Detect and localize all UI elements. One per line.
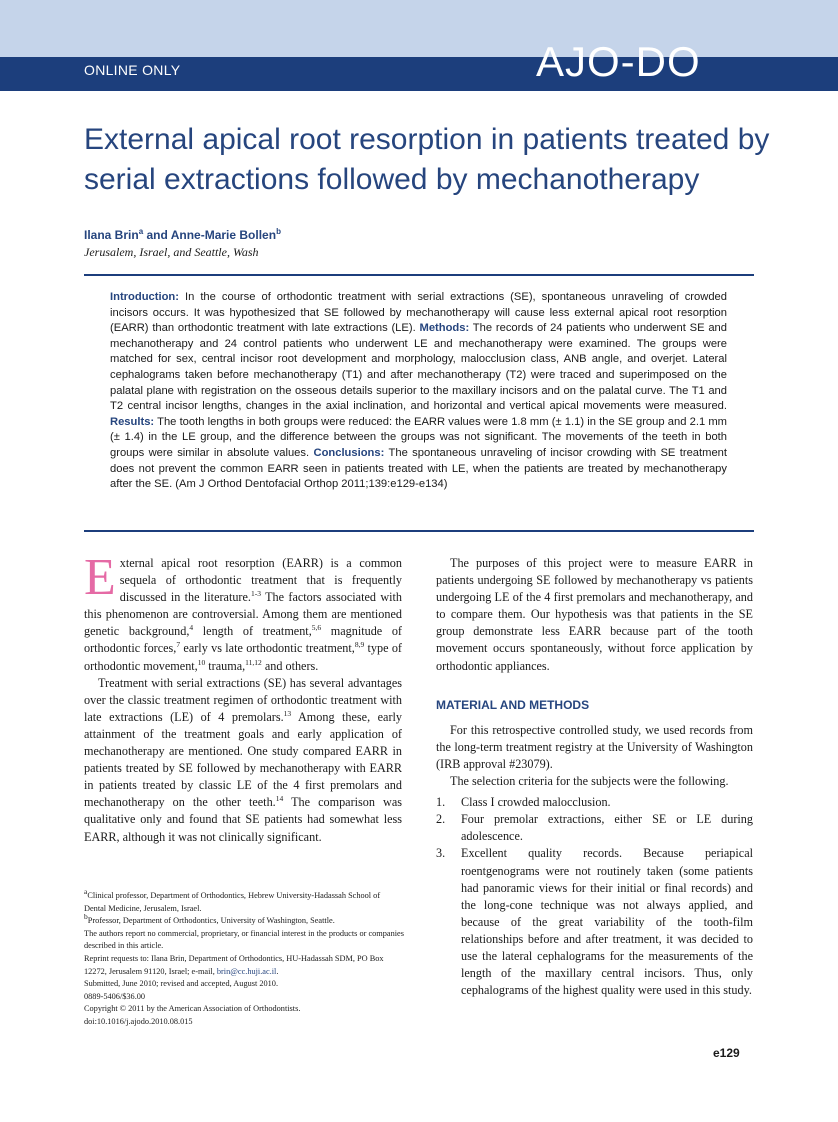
abstract-methods-label: Methods: [419,322,470,335]
ref-10[interactable]: 10 [197,657,206,667]
footnote-a-text: Clinical professor, Department of Orthodontics, Hebrew University-Hadassah School of Dental Medicine, Jerusalem, Israel. [84,891,381,913]
reprint-text: Reprint requests to: Ilana Brin, Department of Orthodontics, HU-Hadassah SDM, PO Box 12272, Jerusalem 91120, Israel; e-mail, [84,953,384,976]
section-heading-methods: MATERIAL AND METHODS [436,697,590,712]
se-text-1: Treatment with serial extractions (SE) has several advantages over the classic treatment regimen of orthodontic treatment with late extractions (LE) of 4 premolars. [84,675,402,724]
criteria-intro: The selection criteria for the subjects were the following. [450,774,729,789]
right-column [436,555,753,999]
intro-text-4: magnitude of orthodontic forces, [84,624,402,656]
ref-13[interactable]: 13 [283,708,292,718]
journal-logo: AJO-DO [536,38,701,85]
se-text-3: The comparison was qualitative only and found that SE patients had somewhat less EARR, although it was not clinically significant. [84,795,403,844]
author-1-sup: a [138,227,144,236]
conflict-statement: The authors report no commercial, proprietary, or financial interest in the products or companies described in this article. [84,928,404,951]
intro-text-5: early vs late orthodontic treatment, [180,641,355,656]
ref-14[interactable]: 14 [275,794,284,804]
author-2: Anne-Marie Bollen [170,228,277,242]
ref-5-6[interactable]: 5,6 [311,623,322,633]
abstract-conclusions-label: Conclusions: [313,446,385,459]
abstract [110,290,727,493]
reprint-end: . [276,966,279,976]
se-text-2: Among these, early attainment of the treatment goals and early application of mechanotherapy are mentioned. One study compared EARR in patients treated by SE followed by mechanotherapy with EARR in patients treated by classic LE of the 4 first premolars and mechanotherapy on the other teeth. [84,709,402,810]
page-number: e129 [713,1046,740,1060]
footnote-b-sup: b [84,912,88,922]
intro-text-8: and others. [261,658,319,673]
author-2-sup: b [276,227,281,236]
criteria-text: Class I crowded malocclusion. [461,795,611,810]
abstract-bottom-rule [84,530,754,532]
criteria-number: 2. [436,812,446,827]
abstract-top-rule [84,274,754,276]
intro-text-3: length of treatment, [193,624,312,639]
abstract-conclusions-text: The spontaneous unraveling of incisor crowding with SE treatment does not prevent the common EARR seen in patients treated with LE, when the patients are treated by mechanotherapy after the SE. (Am J Orthod Dentofacial Orthop 2011;139:e129-e134) [110,446,728,491]
left-column [84,549,403,846]
header-top-band [0,0,838,57]
ref-1-3[interactable]: 1-3 [250,589,261,599]
submission-dates: Submitted, June 2010; revised and accepted, August 2010. [84,979,279,989]
abstract-intro-text: In the course of orthodontic treatment with serial extractions (SE), spontaneous unraveling of crowded incisors occurs. It was hypothesized that SE followed by mechanotherapy will cause less external apical root resorption (EARR) than orthodontic treatment with late extractions (LE). [110,291,727,335]
intro-text-2: The factors associated with this phenomenon are controversial. Among them are mentioned genetic background, [84,590,403,639]
ref-4[interactable]: 4 [189,623,194,633]
footnotes [84,887,404,1029]
intro-text-7: trauma, [205,658,246,673]
reprint-requests [84,953,404,978]
footnote-a-sup: a [84,887,88,897]
criteria-text: Excellent quality records. Because periapical roentgenograms were not routinely taken (some patients had panoramic views for their initial or final records) and the long-cone technique was not always applied, and because of the great variability of the tooth-film relationships before and after treatment, it was decided to use the lateral cephalograms for the measurements of the length of the maxillary central incisors. Thus, only cephalograms of the highest quality were used in this study. [461,846,753,998]
intro-paragraph [84,549,403,675]
ref-11-12[interactable]: 11,12 [245,657,262,667]
criteria-item [436,794,753,811]
online-only-label: ONLINE ONLY [84,62,181,78]
criteria-item [436,845,753,999]
doi-line[interactable]: doi:10.1016/j.ajodo.2010.08.015 [84,1016,193,1026]
intro-text-6: type of orthodontic movement, [84,641,402,673]
criteria-text: Four premolar extractions, either SE or LE during adolescence. [461,812,753,844]
intro-text-1: xternal apical root resorption (EARR) is a common sequela of orthodontic treatment that is frequently discussed in the literature. [119,556,402,605]
footnote-a [84,887,404,915]
affiliation: Jerusalem, Israel, and Seattle, Wash [84,245,259,259]
abstract-intro-label: Introduction: [110,291,179,303]
article-title: External apical root resorption in patients treated by serial extractions followed by mechanotherapy [84,123,770,196]
abstract-methods-text: The records of 24 patients who underwent SE and mechanotherapy and 24 control patients who underwent LE and mechanotherapy were examined. The groups were matched for sex, central incisor root development and morphology, malocclusion class, ANB angle, and overjet. Lateral cephalograms taken before mechanotherapy (T1) and after mechanotherapy (T2) were traced and superimposed on the palatal plane with registration on the osseous details superior to the maxillary incisors and on the palatal curve. The T1 and T2 central incisor lengths, changes in the axial inclination, and horizontal and vertical apical movements were measured. [110,322,728,413]
criteria-number: 1. [436,795,446,810]
author-email-link[interactable]: brin@cc.huji.ac.il [216,966,277,976]
author-and: and [143,228,171,242]
author-1: Ilana Brin [84,228,139,242]
abstract-results-label: Results: [110,415,155,428]
ref-7[interactable]: 7 [176,640,181,650]
criteria-list [436,794,753,999]
criteria-item [436,811,753,845]
author-line [84,228,281,242]
footnote-b-text: Professor, Department of Orthodontics, University of Washington, Seattle. [87,916,335,926]
drop-cap: E [84,549,116,606]
criteria-number: 3. [436,846,446,861]
footnote-b [84,912,404,928]
serial-extraction-paragraph [84,675,402,846]
abstract-results-text: The tooth lengths in both groups were reduced: the EARR values were 1.8 mm (± 1.1) in the SE group and 2.1 mm (± 1.4) in the LE group, and the difference between the groups was not significant. The movements of the teeth in both groups were similar in absolute values. [110,415,727,459]
purpose-paragraph: The purposes of this project were to measure EARR in patients undergoing SE followed by mechanotherapy vs patients undergoing LE of the 4 first premolars and mechanotherapy, and to compare them. Our hypothesis was that patients in the SE group demonstrate less EARR because part of the tooth movement occurs spontaneously, without force application by orthodontic appliances. [436,556,753,673]
copyright-line: Copyright © 2011 by the American Association of Orthodontists. [84,1004,301,1014]
issn-price: 0889-5406/$36.00 [84,991,146,1001]
methods-paragraph: For this retrospective controlled study, we used records from the long-term treatment registry at the University of Washington (IRB approval #23079). [436,722,753,771]
ref-8-9[interactable]: 8,9 [354,640,365,650]
